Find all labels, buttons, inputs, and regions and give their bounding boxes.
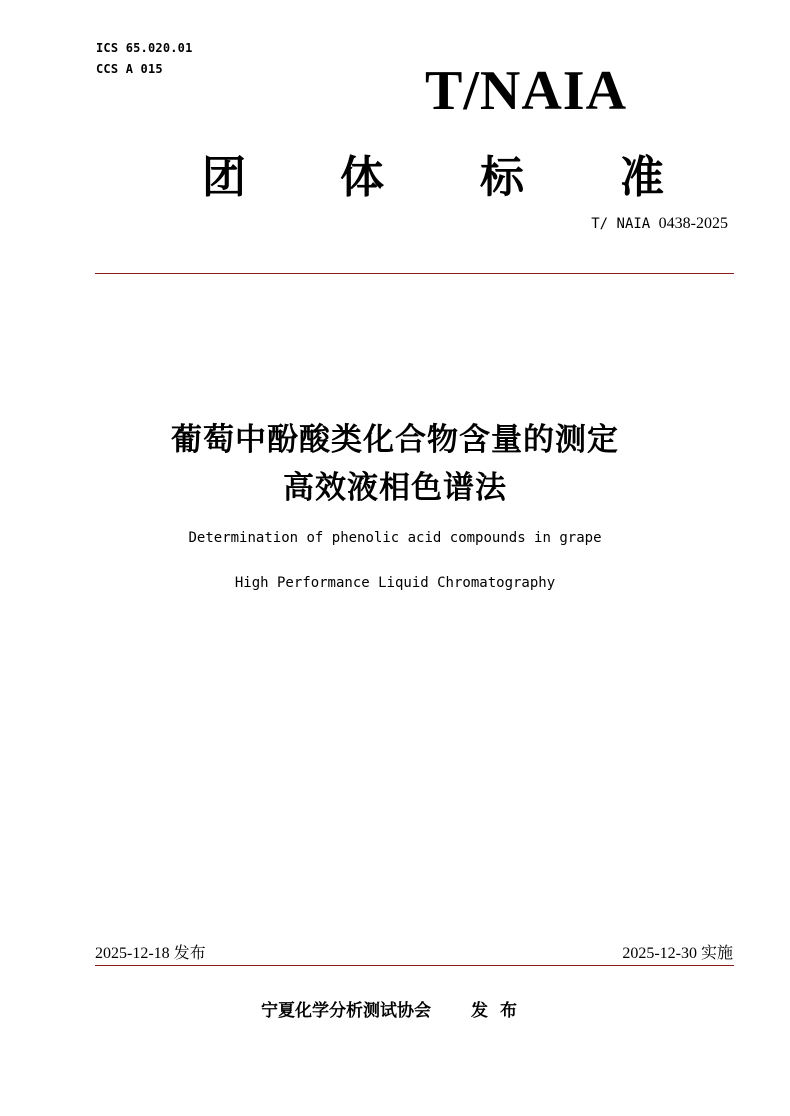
title-chinese-line1: 葡萄中酚酸类化合物含量的测定 xyxy=(171,422,619,458)
effective-date-label: 实施 xyxy=(700,945,733,962)
header-divider xyxy=(95,273,734,274)
footer-divider xyxy=(95,965,734,966)
publisher-name: 宁夏化学分析测试协会 xyxy=(261,1001,431,1021)
standard-type-char: 准 xyxy=(620,152,664,203)
publisher-action: 发布 xyxy=(471,1001,529,1021)
effective-date-value: 2025-12-30 xyxy=(622,945,697,962)
standard-number-prefix: T/ NAIA xyxy=(591,216,659,232)
standard-type-heading xyxy=(0,150,790,206)
ics-code: ICS 65.020.01 xyxy=(96,41,193,55)
standard-type-char: 标 xyxy=(480,152,524,203)
title-english-line1: Determination of phenolic acid compounds in grape xyxy=(188,530,602,546)
standard-number-value: 0438-2025 xyxy=(658,215,728,232)
standard-type-char: 团 xyxy=(202,152,246,203)
standard-brand: T/NAIA xyxy=(425,60,628,122)
standard-number xyxy=(591,214,728,234)
title-chinese-line2: 高效液相色谱法 xyxy=(283,470,507,506)
title-english-line2: High Performance Liquid Chromatography xyxy=(234,575,556,591)
publish-date-value: 2025-12-18 xyxy=(95,945,170,962)
publish-date xyxy=(95,944,206,964)
standard-type-char: 体 xyxy=(340,152,384,203)
publish-date-label: 发布 xyxy=(173,945,206,962)
effective-date xyxy=(622,944,733,964)
ccs-code: CCS A 015 xyxy=(96,62,163,76)
publisher-line xyxy=(0,1000,790,1022)
